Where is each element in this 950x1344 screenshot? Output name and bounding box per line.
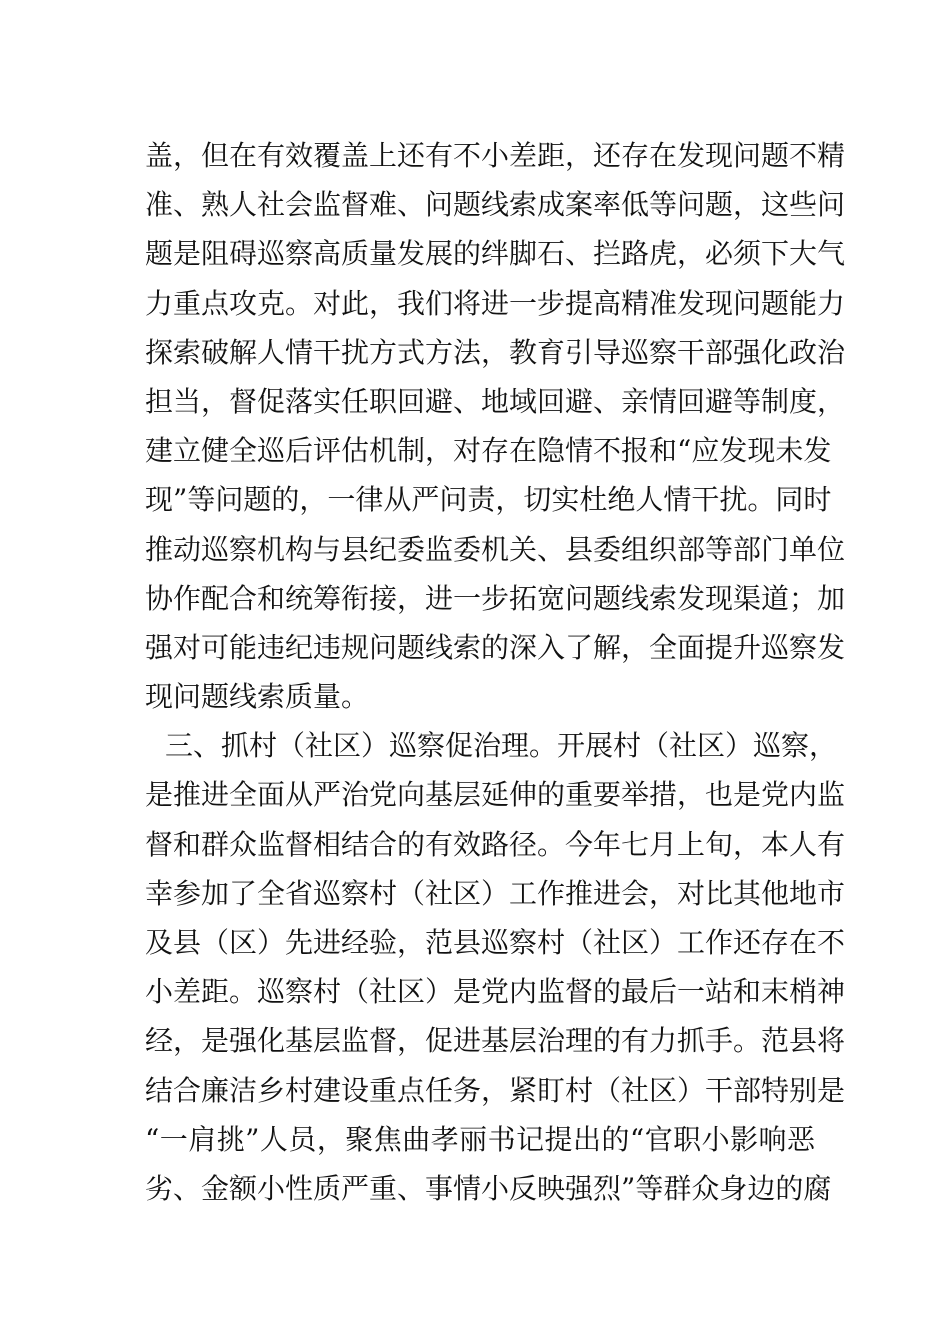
text-line-20: 结合廉洁乡村建设重点任务，紧盯村（社区）干部特别是: [145, 1073, 846, 1107]
text-line-19: 经，是强化基层监督，促进基层治理的有力抓手。范县将: [145, 1024, 846, 1058]
text-line-16: 幸参加了全省巡察村（社区）工作推进会，对比其他地市: [145, 876, 846, 910]
text-line-18: 小差距。巡察村（社区）是党内监督的最后一站和末梢神: [145, 975, 846, 1009]
body-text: [145, 131, 846, 1213]
text-line-5: 探索破解人情干扰方式方法，教育引导巡察干部强化政治: [145, 335, 846, 369]
text-line-2: 准、熟人社会监督难、问题线索成案率低等问题，这些问: [145, 188, 846, 222]
text-line-4: 力重点攻克。对此，我们将进一步提高精准发现问题能力: [145, 286, 846, 320]
text-line-1: 盖，但在有效覆盖上还有不小差距，还存在发现问题不精: [145, 139, 846, 172]
text-line-10: 协作配合和统筹衔接，进一步拓宽问题线索发现渠道；加: [145, 581, 846, 615]
text-line-12: 现问题线索质量。: [145, 680, 370, 714]
section-heading-line: 三、抓村（社区）巡察促治理。开展村（社区）巡察，: [165, 729, 838, 763]
text-line-21: “一肩挑”人员，聚焦曲孝丽书记提出的“官职小影响恶: [145, 1122, 815, 1156]
text-line-3: 题是阻碍巡察高质量发展的绊脚石、拦路虎，必须下大气: [145, 237, 846, 271]
text-line-6: 担当，督促落实任职回避、地域回避、亲情回避等制度，: [145, 384, 846, 418]
text-line-22: 劣、金额小性质严重、事情小反映强烈”等群众身边的腐: [145, 1171, 832, 1205]
text-line-8: 现”等问题的，一律从严问责，切实杜绝人情干扰。同时: [145, 483, 832, 517]
text-line-17: 及县（区）先进经验，范县巡察村（社区）工作还存在不: [145, 926, 846, 959]
text-line-11: 强对可能违纪违规问题线索的深入了解，全面提升巡察发: [145, 630, 846, 664]
text-line-15: 督和群众监督相结合的有效路径。今年七月上旬，本人有: [145, 827, 846, 861]
text-line-7: 建立健全巡后评估机制，对存在隐情不报和“应发现未发: [145, 434, 832, 468]
text-line-9: 推动巡察机构与县纪委监委机关、县委组织部等部门单位: [145, 532, 846, 566]
text-line-14: 是推进全面从严治党向基层延伸的重要举措，也是党内监: [145, 778, 846, 812]
